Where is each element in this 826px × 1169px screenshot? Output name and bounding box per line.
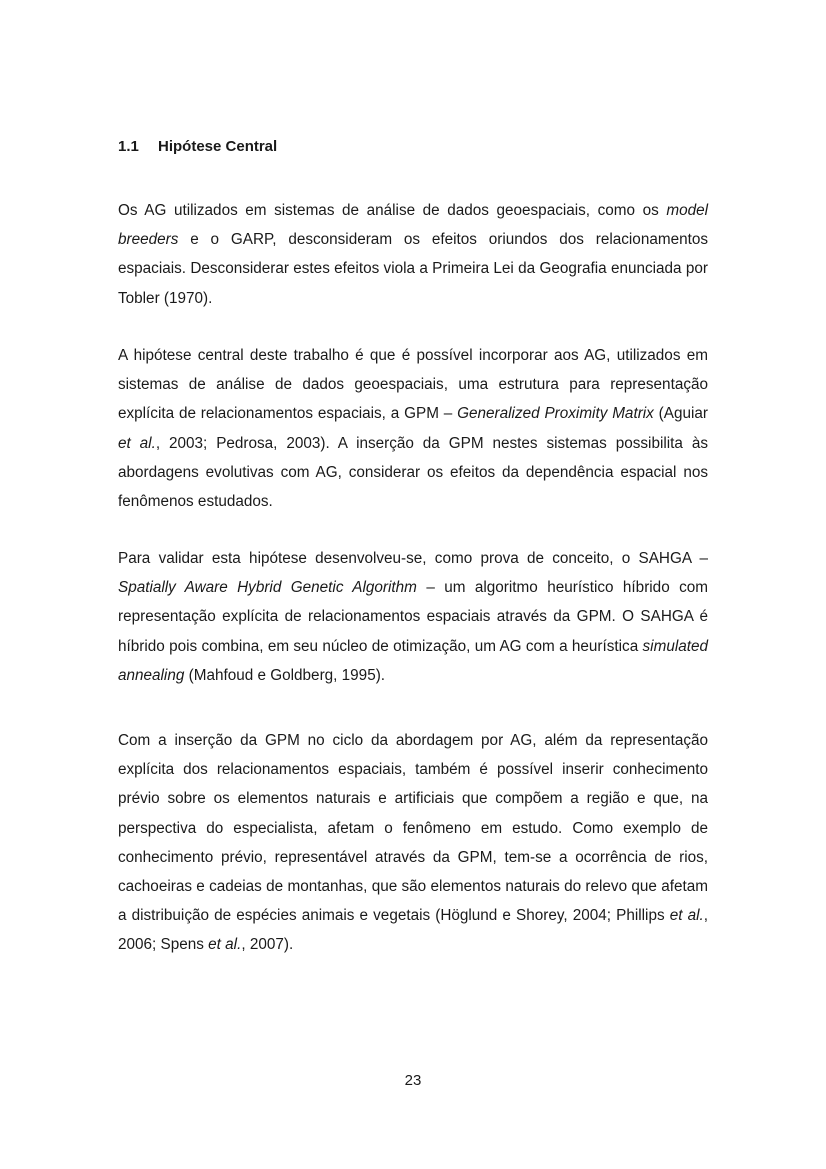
text-run: , 2007). [241,936,294,954]
italic-text-run: et al. [669,907,704,925]
text-run: Os AG utilizados em sistemas de análise de dados geoespaciais, como os [118,202,667,219]
paragraph-1 [118,196,708,313]
text-run: , 2003; Pedrosa, 2003). A inserção da GPM nestes sistemas possibilita às abordagens evolutivas com AG, considerar os efeitos da dependência espacial nos fenômenos estudados. [118,434,708,511]
text-run: , 2006; Spens [118,907,708,954]
italic-text-run: model breeders [118,202,708,249]
italic-text-run: Generalized Proximity Matrix [457,405,654,423]
text-run: Para validar esta hipótese desenvolveu-se, como prova de conceito, o SAHGA – [118,550,708,567]
text-run: A hipótese central deste trabalho é que é possível incorporar aos AG, utilizados em sistemas de análise de dados geoespaciais, uma estrutura para representação explícita de relacionamentos espaciais, a GPM – [118,347,708,423]
section-heading [118,138,277,155]
italic-text-run: et al. [208,936,242,954]
text-run: e o GARP, desconsideram os efeitos oriundos dos relacionamentos espaciais. Desconsiderar estes efeitos viola a Primeira Lei da Geografia enunciada por Tobler (1970). [118,231,708,307]
page-number: 23 [404,1072,422,1089]
text-run: (Aguiar [653,405,708,423]
text-run: – um algoritmo heurístico híbrido com representação explícita de relacionamentos espaciais através da GPM. O SAHGA é híbrido pois combina, em seu núcleo de otimização, um AG com a heurística [118,579,708,655]
text-run: Com a inserção da GPM no ciclo da abordagem por AG, além da representação explícita dos relacionamentos espaciais, também é possível inserir conhecimento prévio sobre os elementos naturais e artificiais que compõem a região e que, na perspectiva do especialista, afetam o fenômeno em estudo. Como exemplo de conhecimento prévio, representável através da GPM, tem-se a ocorrência de rios, cachoeiras e cadeias de montanhas, que são elementos naturais do relevo que afetam a distribuição de espécies animais e vegetais (Höglund e Shorey, 2004; Phillips [118,732,708,925]
italic-text-run: simulated annealing [118,637,708,684]
italic-text-run: et al. [118,434,156,452]
paragraph-2 [118,341,708,516]
text-run: (Mahfoud e Goldberg, 1995). [184,666,386,684]
italic-text-run: Spatially Aware Hybrid Genetic Algorithm [118,579,417,597]
paragraph-4 [118,726,708,960]
section-title: Hipótese Central [158,138,278,155]
section-number: 1.1 [118,138,139,155]
paragraph-3 [118,544,708,690]
